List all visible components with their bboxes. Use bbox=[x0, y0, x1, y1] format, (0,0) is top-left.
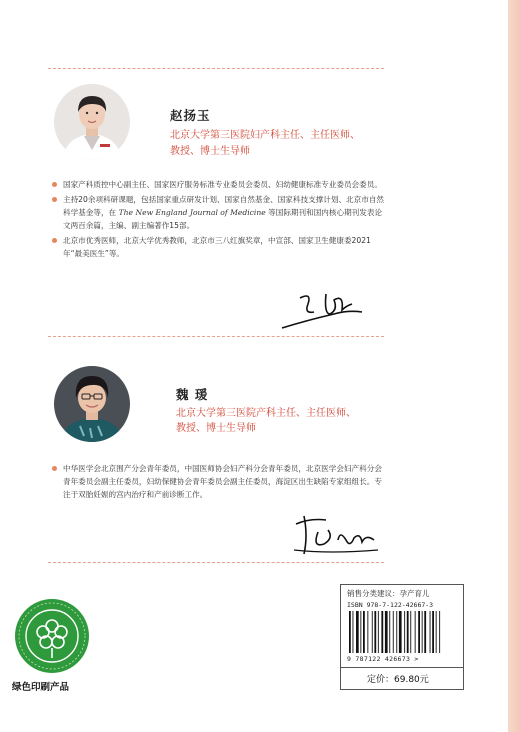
author2-title-line1: 北京大学第三医院产科主任、主任医师、 bbox=[176, 408, 356, 419]
author2-bio bbox=[52, 462, 384, 503]
divider-top bbox=[48, 68, 384, 69]
author1-bio bbox=[52, 178, 384, 262]
cover-edge-stripe bbox=[508, 0, 520, 732]
bio-item bbox=[52, 234, 384, 260]
author1-name: 赵扬玉 bbox=[170, 108, 211, 123]
author1-signature-icon bbox=[278, 284, 368, 334]
bullet-dot-icon bbox=[52, 466, 57, 471]
bullet-dot-icon bbox=[52, 197, 57, 202]
price-divider bbox=[341, 667, 463, 668]
author2-name: 魏 瑗 bbox=[176, 387, 209, 402]
bio-item bbox=[52, 193, 384, 232]
bio-text: 国家产科质控中心副主任、国家医疗服务标准专业委员会委员、妇幼健康标准专业委员会委员。 bbox=[63, 180, 382, 189]
author2-portrait bbox=[54, 366, 130, 442]
author1-title-line2: 教授、博士生导师 bbox=[170, 146, 250, 157]
sales-category: 销售分类建议：孕产育儿 bbox=[347, 589, 430, 598]
bio-text: 北京市优秀医师，北京大学优秀教师，北京市三八红旗奖章，中宣部、国家卫生健康委2021年“最美医生”等。 bbox=[63, 236, 371, 258]
bio-item bbox=[52, 462, 384, 501]
bullet-dot-icon bbox=[52, 182, 57, 187]
barcode-digits: 9 787122 426673 > bbox=[347, 655, 419, 663]
isbn-box bbox=[340, 584, 464, 690]
price: 定价：69.80元 bbox=[367, 675, 429, 685]
green-printing-caption: 绿色印刷产品 bbox=[12, 682, 70, 693]
author1-portrait bbox=[54, 84, 130, 160]
bullet-dot-icon bbox=[52, 238, 57, 243]
bio-text: 中华医学会北京围产分会青年委员，中国医师协会妇产科分会青年委员，北京医学会妇产科分会青年委员会副主任委员，妇幼保健协会青年委员会副主任委员，海淀区出生缺陷专家组组长。专注于双胎妊娠的宫内治疗和产前诊断工作。 bbox=[63, 464, 382, 499]
author2-title-line2: 教授、博士生导师 bbox=[176, 423, 256, 434]
bio-text: 主持20余项科研课题，包括国家重点研发计划、国家自然基金、国家科技支撑计划、北京市自然科学基金等，在 The New England Journal of Medicine 等国际期刊和国内核心期刊发表论文两百余篇，主编、副主编著作15部。 bbox=[63, 195, 385, 230]
divider-bottom bbox=[48, 562, 384, 563]
divider-middle bbox=[48, 336, 384, 337]
barcode-icon bbox=[347, 611, 457, 655]
author2-signature-icon bbox=[290, 510, 386, 560]
author1-title-line1: 北京大学第三医院妇产科主任、主任医师、 bbox=[170, 130, 360, 141]
isbn-number: ISBN 978-7-122-42667-3 bbox=[347, 601, 434, 609]
green-printing-seal-icon bbox=[14, 598, 90, 674]
bio-item bbox=[52, 178, 384, 191]
journal-name: The New England Journal of Medicine bbox=[118, 208, 266, 217]
